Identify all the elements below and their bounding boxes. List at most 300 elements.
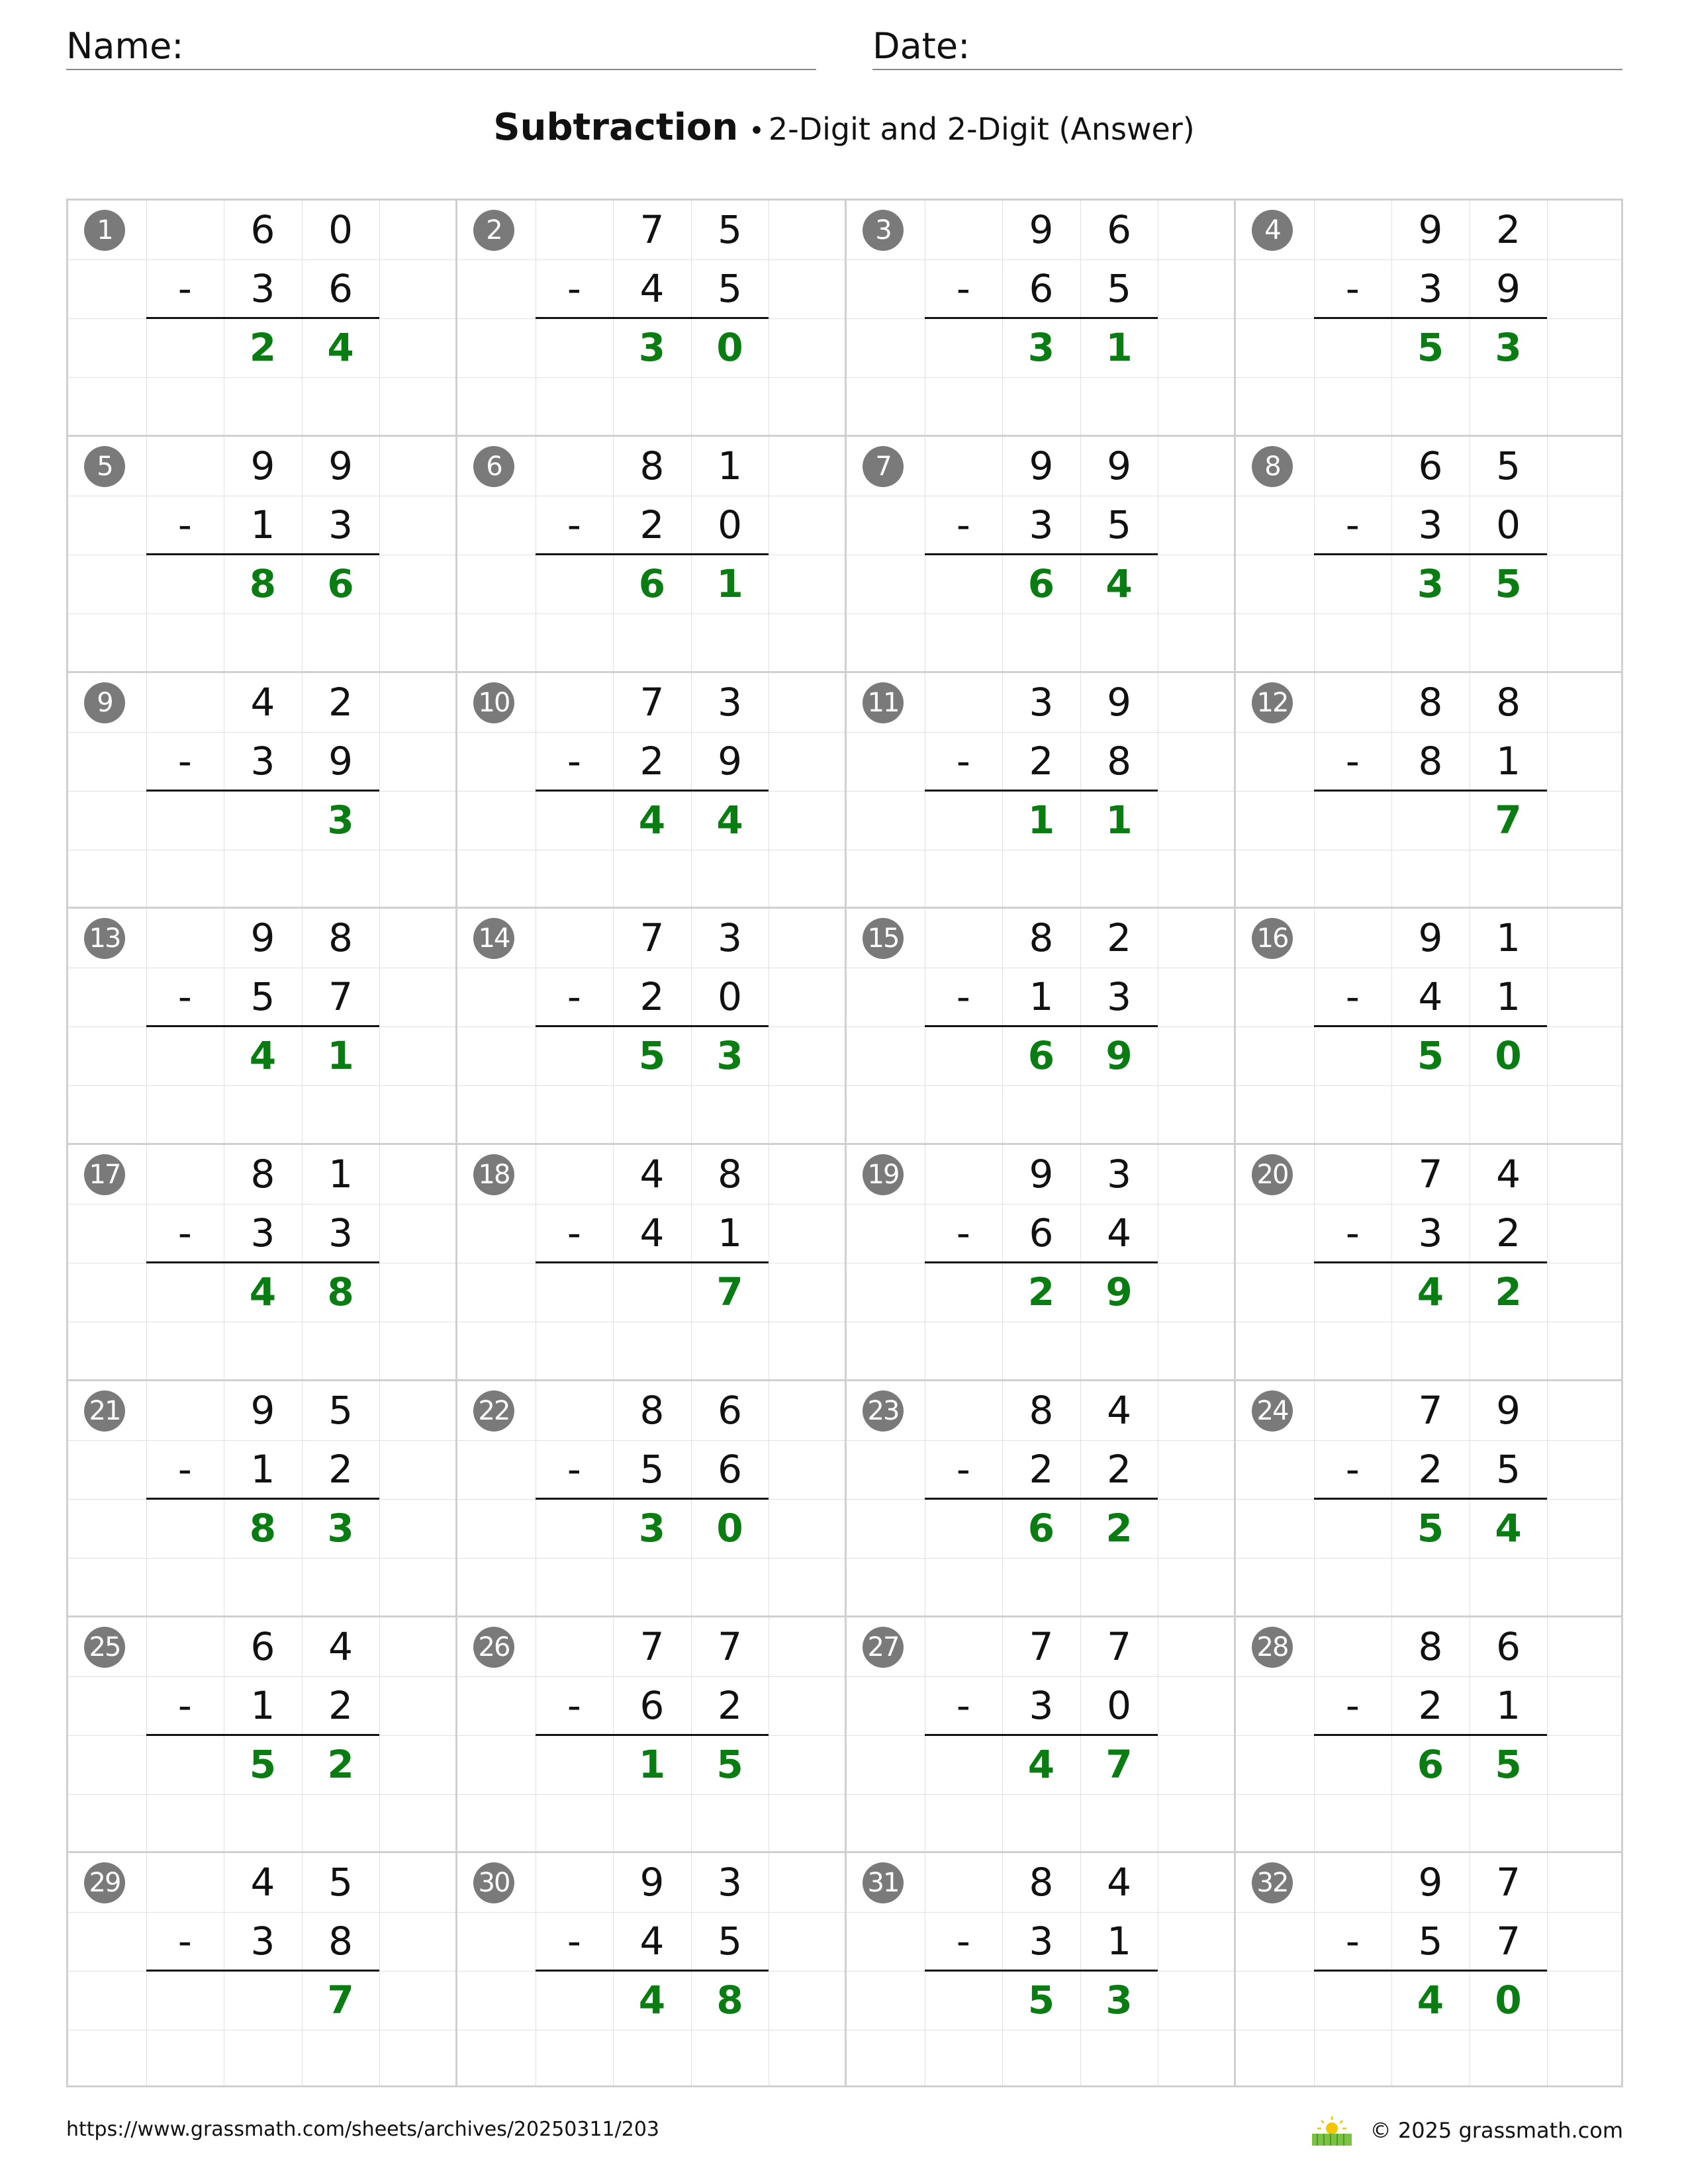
answer-rule bbox=[1314, 1734, 1548, 1736]
answer-digit: 2 bbox=[1027, 1269, 1055, 1314]
minus-sign: - bbox=[177, 738, 192, 784]
answer-digit: 2 bbox=[327, 1741, 354, 1787]
problem-block bbox=[847, 673, 1236, 909]
subtrahend-digit: 7 bbox=[1496, 1919, 1521, 1964]
answer-rule bbox=[536, 1025, 769, 1027]
answer-rule bbox=[146, 1498, 380, 1500]
sun-over-grass-icon bbox=[1309, 2114, 1354, 2147]
answer-digit: 4 bbox=[1105, 561, 1133, 606]
subtrahend-digit: 8 bbox=[328, 1919, 353, 1964]
problem-number: 14 bbox=[473, 918, 514, 959]
minus-sign: - bbox=[956, 738, 970, 784]
answer-rule bbox=[536, 790, 769, 792]
answer-digit: 4 bbox=[249, 1269, 277, 1314]
answer-digit: 7 bbox=[1495, 797, 1522, 842]
subtrahend-digit: 1 bbox=[718, 1210, 743, 1255]
minus-sign: - bbox=[1345, 738, 1360, 784]
answer-digit: 1 bbox=[1105, 325, 1133, 370]
grid-line bbox=[68, 1558, 455, 1559]
grid-line bbox=[847, 1558, 1234, 1559]
minuend-digit: 1 bbox=[1496, 915, 1521, 961]
problem-number: 7 bbox=[863, 446, 904, 487]
problem-block bbox=[847, 1617, 1236, 1854]
answer-rule bbox=[925, 1734, 1158, 1736]
grid-line bbox=[1547, 437, 1548, 671]
title-subtitle: 2-Digit and 2-Digit (Answer) bbox=[768, 111, 1195, 147]
subtrahend-digit: 1 bbox=[250, 502, 275, 547]
answer-rule bbox=[925, 1970, 1158, 1972]
minuend-digit: 4 bbox=[250, 1860, 275, 1905]
problem-block bbox=[68, 437, 457, 673]
minus-sign: - bbox=[1345, 974, 1360, 1020]
subtrahend-digit: 4 bbox=[639, 1919, 665, 1964]
problem-number: 6 bbox=[473, 446, 514, 487]
problem-number: 27 bbox=[863, 1627, 904, 1668]
problem-number: 31 bbox=[863, 1862, 904, 1903]
answer-digit: 3 bbox=[327, 1505, 354, 1551]
subtrahend-digit: 5 bbox=[1107, 502, 1132, 547]
answer-digit: 5 bbox=[1417, 1505, 1444, 1551]
minuend-digit: 2 bbox=[1107, 915, 1132, 961]
subtrahend-digit: 7 bbox=[328, 974, 353, 1020]
grid-line bbox=[457, 1558, 845, 1559]
answer-digit: 6 bbox=[1027, 561, 1055, 606]
subtrahend-digit: 1 bbox=[1496, 974, 1521, 1020]
minus-sign: - bbox=[177, 502, 192, 547]
answer-digit: 0 bbox=[716, 1505, 743, 1551]
minuend-digit: 9 bbox=[328, 443, 353, 488]
answer-digit: 4 bbox=[638, 1978, 666, 2023]
answer-digit: 5 bbox=[1495, 561, 1522, 606]
problem-block bbox=[68, 201, 457, 437]
answer-digit: 6 bbox=[327, 561, 354, 606]
grid-line bbox=[1547, 201, 1548, 435]
answer-digit: 6 bbox=[1027, 1033, 1055, 1079]
subtrahend-digit: 9 bbox=[1496, 266, 1521, 311]
minuend-digit: 7 bbox=[639, 207, 665, 252]
answer-digit: 5 bbox=[1417, 1033, 1444, 1079]
answer-digit: 6 bbox=[1027, 1505, 1055, 1551]
minuend-digit: 4 bbox=[250, 679, 275, 725]
subtrahend-digit: 3 bbox=[1418, 266, 1443, 311]
minuend-digit: 6 bbox=[1107, 207, 1132, 252]
problem-number: 4 bbox=[1252, 210, 1293, 251]
problem-number: 5 bbox=[84, 446, 125, 487]
answer-rule bbox=[925, 1498, 1158, 1500]
subtrahend-digit: 5 bbox=[250, 974, 275, 1020]
subtrahend-digit: 2 bbox=[1107, 1446, 1132, 1492]
minuend-digit: 4 bbox=[639, 1152, 665, 1197]
answer-digit: 0 bbox=[1495, 1978, 1522, 2023]
minuend-digit: 0 bbox=[328, 207, 353, 252]
answer-digit: 2 bbox=[1495, 1269, 1522, 1314]
grid-line bbox=[1547, 1617, 1548, 1852]
date-field[interactable] bbox=[872, 24, 1622, 70]
problem-block bbox=[68, 1853, 457, 2087]
grid-line bbox=[1547, 909, 1548, 1143]
answer-rule bbox=[925, 1025, 1158, 1027]
problem-number: 23 bbox=[863, 1390, 904, 1432]
problem-block bbox=[457, 909, 847, 1145]
answer-digit: 1 bbox=[1105, 797, 1133, 842]
subtrahend-digit: 9 bbox=[718, 738, 743, 784]
subtrahend-digit: 4 bbox=[639, 1210, 665, 1255]
problem-block bbox=[457, 1617, 847, 1854]
grid-line bbox=[457, 377, 845, 378]
minus-sign: - bbox=[567, 266, 581, 311]
minuend-digit: 6 bbox=[718, 1387, 743, 1433]
minuend-digit: 7 bbox=[1418, 1152, 1443, 1197]
problem-block bbox=[68, 673, 457, 909]
name-field[interactable] bbox=[66, 24, 816, 70]
answer-rule bbox=[1314, 1025, 1548, 1027]
problem-number: 18 bbox=[473, 1154, 514, 1195]
problem-block bbox=[847, 909, 1236, 1145]
minuend-digit: 6 bbox=[250, 1623, 275, 1669]
problem-block bbox=[847, 201, 1236, 437]
page-title bbox=[0, 106, 1688, 149]
minuend-digit: 7 bbox=[639, 915, 665, 961]
subtrahend-digit: 1 bbox=[1107, 1919, 1132, 1964]
problem-number: 8 bbox=[1252, 446, 1293, 487]
grid-line bbox=[68, 377, 455, 378]
problem-block bbox=[847, 437, 1236, 673]
minuend-digit: 8 bbox=[1418, 1623, 1443, 1669]
minuend-digit: 9 bbox=[250, 1387, 275, 1433]
problem-block bbox=[1236, 673, 1623, 909]
subtrahend-digit: 3 bbox=[250, 1919, 275, 1964]
subtrahend-digit: 2 bbox=[639, 738, 665, 784]
answer-digit: 4 bbox=[1495, 1505, 1522, 1551]
answer-digit: 3 bbox=[1105, 1978, 1133, 2023]
answer-digit: 3 bbox=[638, 325, 666, 370]
grid-line bbox=[1547, 673, 1548, 907]
grid-line bbox=[1547, 1381, 1548, 1615]
grid-line bbox=[379, 201, 380, 435]
answer-digit: 7 bbox=[716, 1269, 743, 1314]
title-main: Subtraction bbox=[493, 106, 739, 149]
grid-line bbox=[379, 673, 380, 907]
minus-sign: - bbox=[956, 502, 970, 547]
minuend-digit: 5 bbox=[328, 1387, 353, 1433]
name-label: Name: bbox=[66, 25, 184, 67]
subtrahend-digit: 2 bbox=[328, 1682, 353, 1728]
answer-rule bbox=[1314, 317, 1548, 319]
minuend-digit: 9 bbox=[250, 915, 275, 961]
subtrahend-digit: 0 bbox=[1496, 502, 1521, 547]
answer-rule bbox=[146, 1734, 380, 1736]
problem-block bbox=[1236, 437, 1623, 673]
minuend-digit: 3 bbox=[718, 679, 743, 725]
subtrahend-digit: 1 bbox=[250, 1682, 275, 1728]
problem-block bbox=[68, 1145, 457, 1381]
minuend-digit: 9 bbox=[1496, 1387, 1521, 1433]
minus-sign: - bbox=[567, 502, 581, 547]
problem-number: 25 bbox=[84, 1627, 125, 1668]
minuend-digit: 8 bbox=[718, 1152, 743, 1197]
subtrahend-digit: 2 bbox=[718, 1682, 743, 1728]
minus-sign: - bbox=[177, 1919, 192, 1964]
subtrahend-digit: 5 bbox=[639, 1446, 665, 1492]
answer-digit: 1 bbox=[327, 1033, 354, 1079]
subtrahend-digit: 6 bbox=[639, 1682, 665, 1728]
subtrahend-digit: 5 bbox=[1107, 266, 1132, 311]
minuend-digit: 2 bbox=[1496, 207, 1521, 252]
footer-url[interactable]: https://www.grassmath.com/sheets/archives/20250311/203 bbox=[66, 2118, 660, 2141]
subtrahend-digit: 4 bbox=[1107, 1210, 1132, 1255]
answer-digit: 3 bbox=[1417, 561, 1444, 606]
answer-rule bbox=[146, 1970, 380, 1972]
problem-number: 26 bbox=[473, 1627, 514, 1668]
answer-digit: 4 bbox=[1417, 1269, 1444, 1314]
problem-block bbox=[457, 437, 847, 673]
subtrahend-digit: 4 bbox=[1418, 974, 1443, 1020]
minuend-digit: 4 bbox=[328, 1623, 353, 1669]
subtrahend-digit: 3 bbox=[328, 1210, 353, 1255]
grid-line bbox=[68, 1085, 455, 1086]
answer-digit: 3 bbox=[1495, 325, 1522, 370]
answer-digit: 4 bbox=[716, 797, 743, 842]
problem-block bbox=[1236, 1145, 1623, 1381]
problem-number: 21 bbox=[84, 1390, 125, 1432]
minus-sign: - bbox=[1345, 502, 1360, 547]
answer-digit: 4 bbox=[1027, 1741, 1055, 1787]
minuend-digit: 9 bbox=[1107, 679, 1132, 725]
problem-number: 2 bbox=[473, 210, 514, 251]
subtrahend-digit: 0 bbox=[718, 502, 743, 547]
subtrahend-digit: 2 bbox=[1418, 1682, 1443, 1728]
subtrahend-digit: 9 bbox=[328, 738, 353, 784]
problem-block bbox=[1236, 1853, 1623, 2087]
minus-sign: - bbox=[1345, 1682, 1360, 1728]
problem-block bbox=[68, 1381, 457, 1617]
answer-rule bbox=[536, 1970, 769, 1972]
answer-rule bbox=[925, 317, 1158, 319]
minus-sign: - bbox=[177, 266, 192, 311]
answer-rule bbox=[536, 553, 769, 555]
subtrahend-digit: 3 bbox=[250, 1210, 275, 1255]
answer-digit: 4 bbox=[327, 325, 354, 370]
subtrahend-digit: 6 bbox=[328, 266, 353, 311]
minuend-digit: 3 bbox=[718, 915, 743, 961]
answer-digit: 5 bbox=[716, 1741, 743, 1787]
minuend-digit: 8 bbox=[1418, 679, 1443, 725]
subtrahend-digit: 1 bbox=[1029, 974, 1054, 1020]
minuend-digit: 8 bbox=[1496, 679, 1521, 725]
problem-number: 20 bbox=[1252, 1154, 1293, 1195]
problem-block bbox=[1236, 909, 1623, 1145]
problem-block bbox=[457, 1853, 847, 2087]
answer-digit: 5 bbox=[1417, 325, 1444, 370]
problem-block bbox=[457, 201, 847, 437]
minuend-digit: 8 bbox=[250, 1152, 275, 1197]
minus-sign: - bbox=[567, 738, 581, 784]
grid-line bbox=[1236, 377, 1623, 378]
subtrahend-digit: 0 bbox=[718, 974, 743, 1020]
grid-line bbox=[379, 437, 380, 671]
problem-block bbox=[457, 1145, 847, 1381]
minuend-digit: 4 bbox=[1496, 1152, 1521, 1197]
grid-line bbox=[847, 1794, 1234, 1795]
minuend-digit: 7 bbox=[639, 1623, 665, 1669]
subtrahend-digit: 5 bbox=[718, 1919, 743, 1964]
subtrahend-digit: 3 bbox=[1029, 502, 1054, 547]
subtrahend-digit: 6 bbox=[1029, 266, 1054, 311]
grid-line bbox=[1236, 1558, 1623, 1559]
problem-number: 17 bbox=[84, 1154, 125, 1195]
answer-digit: 7 bbox=[327, 1978, 354, 2023]
answer-digit: 8 bbox=[249, 1505, 277, 1551]
minuend-digit: 5 bbox=[1496, 443, 1521, 488]
minuend-digit: 2 bbox=[328, 679, 353, 725]
problem-number: 9 bbox=[84, 682, 125, 723]
minuend-digit: 9 bbox=[1418, 915, 1443, 961]
answer-rule bbox=[1314, 1261, 1548, 1263]
grid-line bbox=[379, 1145, 380, 1379]
problem-block bbox=[457, 1381, 847, 1617]
subtrahend-digit: 3 bbox=[1418, 1210, 1443, 1255]
title-separator: • bbox=[749, 116, 765, 146]
grid-line bbox=[1547, 1145, 1548, 1379]
minuend-digit: 1 bbox=[328, 1152, 353, 1197]
answer-rule bbox=[925, 1261, 1158, 1263]
answer-digit: 8 bbox=[249, 561, 277, 606]
subtrahend-digit: 2 bbox=[639, 974, 665, 1020]
answer-rule bbox=[536, 1498, 769, 1500]
answer-digit: 9 bbox=[1105, 1269, 1133, 1314]
minuend-digit: 8 bbox=[1029, 1860, 1054, 1905]
answer-digit bbox=[613, 1263, 691, 1322]
minus-sign: - bbox=[177, 974, 192, 1020]
subtrahend-digit: 4 bbox=[639, 266, 665, 311]
minuend-digit: 5 bbox=[718, 207, 743, 252]
answer-rule bbox=[536, 1734, 769, 1736]
answer-rule bbox=[536, 1261, 769, 1263]
subtrahend-digit: 2 bbox=[639, 502, 665, 547]
grid-line bbox=[379, 909, 380, 1143]
answer-rule bbox=[1314, 1498, 1548, 1500]
minuend-digit: 4 bbox=[1107, 1860, 1132, 1905]
minuend-digit: 7 bbox=[1496, 1860, 1521, 1905]
answer-digit: 2 bbox=[249, 325, 277, 370]
answer-digit: 3 bbox=[716, 1033, 743, 1079]
subtrahend-digit: 8 bbox=[1418, 738, 1443, 784]
answer-digit: 3 bbox=[327, 797, 354, 842]
answer-digit: 5 bbox=[638, 1033, 666, 1079]
answer-digit: 6 bbox=[638, 561, 666, 606]
problem-block bbox=[1236, 201, 1623, 437]
footer-brand bbox=[1309, 2114, 1623, 2147]
answer-digit: 5 bbox=[1027, 1978, 1055, 2023]
subtrahend-digit: 3 bbox=[1029, 1919, 1054, 1964]
minus-sign: - bbox=[567, 1210, 581, 1255]
problem-block bbox=[847, 1145, 1236, 1381]
answer-digit: 4 bbox=[638, 797, 666, 842]
grid-line bbox=[847, 1085, 1234, 1086]
subtrahend-digit: 3 bbox=[250, 266, 275, 311]
grid-line bbox=[847, 377, 1234, 378]
answer-rule bbox=[146, 553, 380, 555]
answer-digit: 1 bbox=[1027, 797, 1055, 842]
subtrahend-digit: 1 bbox=[250, 1446, 275, 1492]
minus-sign: - bbox=[177, 1446, 192, 1492]
problem-number: 28 bbox=[1252, 1627, 1293, 1668]
answer-digit: 5 bbox=[249, 1741, 277, 1787]
subtrahend-digit: 3 bbox=[250, 738, 275, 784]
minuend-digit: 6 bbox=[1496, 1623, 1521, 1669]
minus-sign: - bbox=[956, 1210, 970, 1255]
answer-rule bbox=[146, 1261, 380, 1263]
subtrahend-digit: 5 bbox=[1418, 1919, 1443, 1964]
problem-number: 19 bbox=[863, 1154, 904, 1195]
problem-block bbox=[847, 1853, 1236, 2087]
problem-block bbox=[847, 1381, 1236, 1617]
minuend-digit: 8 bbox=[328, 915, 353, 961]
answer-digit: 2 bbox=[1105, 1505, 1133, 1551]
answer-digit: 3 bbox=[1027, 325, 1055, 370]
minuend-digit: 7 bbox=[1418, 1387, 1443, 1433]
minus-sign: - bbox=[956, 974, 970, 1020]
answer-digit: 7 bbox=[1105, 1741, 1133, 1787]
minuend-digit: 8 bbox=[639, 1387, 665, 1433]
problem-number: 24 bbox=[1252, 1390, 1293, 1432]
answer-digit: 6 bbox=[1417, 1741, 1444, 1787]
problem-number: 1 bbox=[84, 210, 125, 251]
grid-line bbox=[379, 1381, 380, 1615]
answer-digit bbox=[1391, 791, 1470, 850]
minuend-digit: 4 bbox=[1107, 1387, 1132, 1433]
grid-line bbox=[1236, 1794, 1623, 1795]
problem-number: 22 bbox=[473, 1390, 514, 1432]
problem-number: 10 bbox=[473, 682, 514, 723]
minus-sign: - bbox=[956, 1919, 970, 1964]
grid-line bbox=[379, 1617, 380, 1852]
minuend-digit: 9 bbox=[1107, 443, 1132, 488]
minus-sign: - bbox=[1345, 1446, 1360, 1492]
subtrahend-digit: 6 bbox=[1029, 1210, 1054, 1255]
minuend-digit: 7 bbox=[1029, 1623, 1054, 1669]
problem-number: 30 bbox=[473, 1862, 514, 1903]
answer-rule bbox=[925, 790, 1158, 792]
minuend-digit: 6 bbox=[1418, 443, 1443, 488]
subtrahend-digit: 3 bbox=[1418, 502, 1443, 547]
subtrahend-digit: 8 bbox=[1107, 738, 1132, 784]
minuend-digit: 5 bbox=[328, 1860, 353, 1905]
subtrahend-digit: 2 bbox=[1418, 1446, 1443, 1492]
minuend-digit: 9 bbox=[1418, 1860, 1443, 1905]
subtrahend-digit: 5 bbox=[1496, 1446, 1521, 1492]
answer-digit: 9 bbox=[1105, 1033, 1133, 1079]
answer-digit: 8 bbox=[716, 1978, 743, 2023]
subtrahend-digit: 0 bbox=[1107, 1682, 1132, 1728]
answer-rule bbox=[1314, 790, 1548, 792]
minus-sign: - bbox=[177, 1682, 192, 1728]
problem-number: 11 bbox=[863, 682, 904, 723]
minus-sign: - bbox=[177, 1210, 192, 1255]
subtrahend-digit: 3 bbox=[1029, 1682, 1054, 1728]
subtrahend-digit: 2 bbox=[328, 1446, 353, 1492]
footer-copyright: © 2025 grassmath.com bbox=[1370, 2118, 1623, 2143]
problem-block bbox=[1236, 1617, 1623, 1854]
answer-rule bbox=[146, 1025, 380, 1027]
subtrahend-digit: 3 bbox=[328, 502, 353, 547]
minuend-digit: 8 bbox=[1029, 915, 1054, 961]
minus-sign: - bbox=[956, 1446, 970, 1492]
minus-sign: - bbox=[1345, 266, 1360, 311]
minus-sign: - bbox=[1345, 1210, 1360, 1255]
subtrahend-digit: 1 bbox=[1496, 1682, 1521, 1728]
answer-digit: 8 bbox=[327, 1269, 354, 1314]
